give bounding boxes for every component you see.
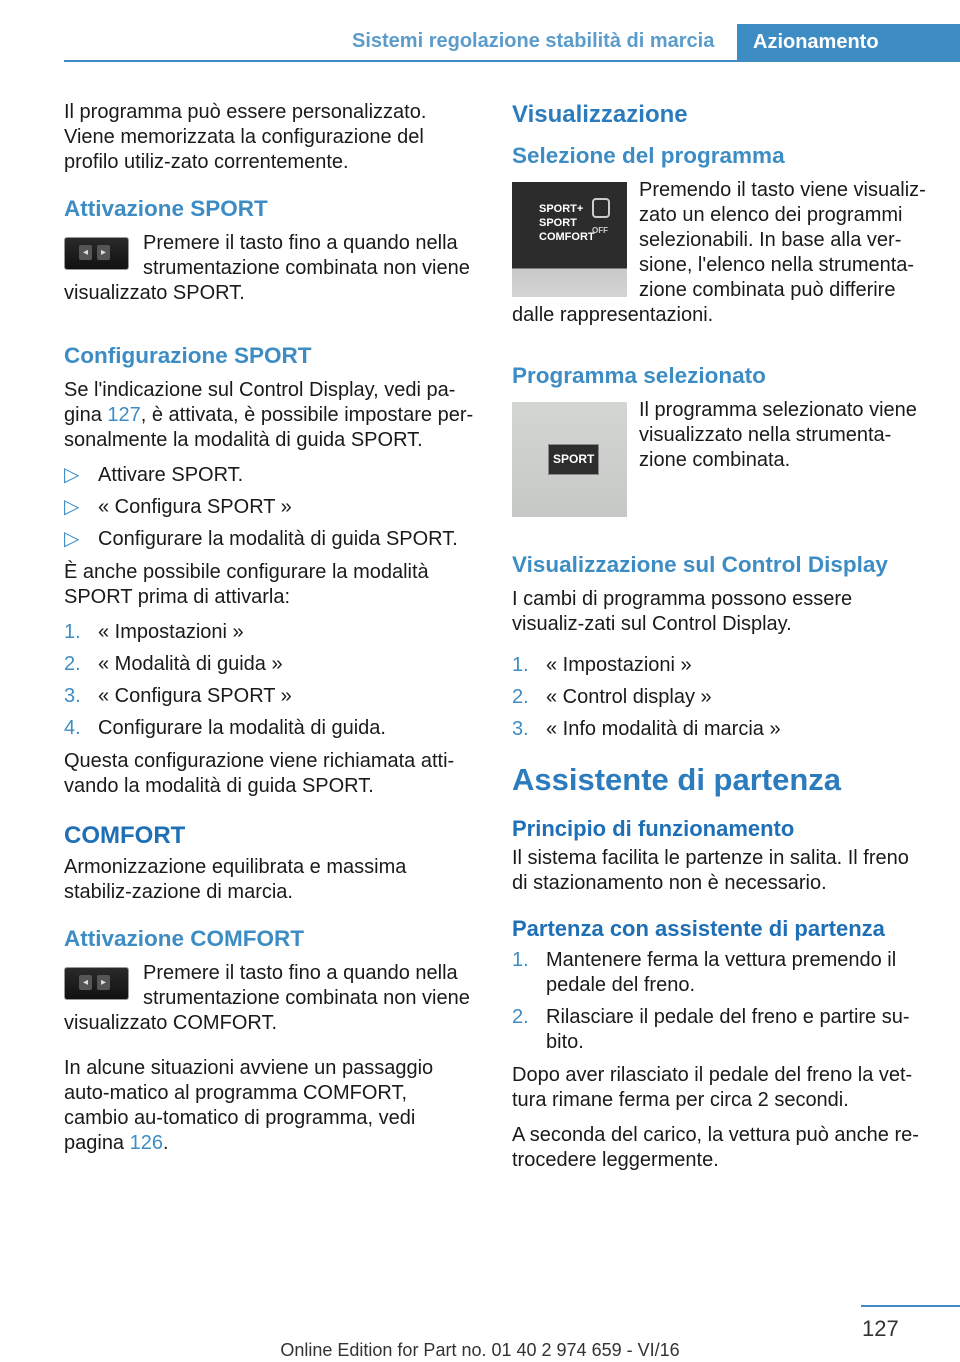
list-item	[64, 716, 477, 741]
arrow-marker-icon: ▷	[64, 496, 80, 518]
rollback-text: A seconda del carico, la vettura può anche re-trocedere leggermente.	[512, 1124, 919, 1171]
recall-text: Questa configurazione viene richiamata atti-vando la modalità di guida SPORT.	[64, 750, 455, 797]
list-item-text: Rilasciare il pedale del freno e partire su-bito.	[546, 1006, 910, 1053]
list-item-text: Attivare SPORT.	[98, 464, 244, 486]
program-option: SPORT+	[539, 203, 584, 215]
arrow-list	[64, 463, 477, 552]
intro-paragraph: Il programma può essere personalizzato. Viene memorizzata la configurazione del profilo utiliz-zato correntemente.	[64, 101, 427, 173]
heading-display: Visualizzazione	[512, 101, 688, 128]
list-item-text: « Modalità di guida »	[98, 653, 283, 675]
list-number: 1.	[512, 949, 529, 971]
list-number: 2.	[512, 1006, 529, 1028]
drive-mode-button-image	[64, 967, 129, 1000]
list-number: 4.	[64, 717, 81, 739]
list-item	[512, 685, 927, 710]
list-item	[64, 652, 477, 677]
list-item	[64, 684, 477, 709]
auto-switch-text	[64, 1056, 477, 1156]
list-number: 3.	[64, 685, 81, 707]
page-number-rule	[861, 1305, 960, 1307]
heading-program-select: Selezione del programma	[512, 143, 785, 168]
principle-text: Il sistema facilita le partenze in salita. Il freno di stazionamento non è necessario.	[512, 847, 909, 894]
heading-sport-config: Configurazione SPORT	[64, 343, 312, 368]
selected-program-text: Il programma selezionato viene visualizzato nella strumenta-zione combinata.	[639, 399, 917, 471]
after-release-text: Dopo aver rilasciato il pedale del freno la vet-tura rimane ferma per circa 2 secondi.	[512, 1064, 913, 1111]
heading-selected-program: Programma selezionato	[512, 363, 766, 388]
drive-mode-button-image	[64, 237, 129, 270]
list-number: 3.	[512, 718, 529, 740]
arrow-marker-icon: ▷	[64, 528, 80, 550]
button-down-icon: ◂	[79, 975, 92, 990]
heading-comfort-activation: Attivazione COMFORT	[64, 926, 304, 951]
program-list-display-image	[512, 182, 627, 297]
selected-program-block	[512, 398, 927, 551]
selected-program-display-image	[512, 402, 627, 517]
program-option: SPORT	[539, 217, 577, 229]
button-up-icon: ▸	[97, 245, 110, 260]
edition-footer: Online Edition for Part no. 01 40 2 974 659 - VI/16	[280, 1340, 680, 1360]
control-display-list	[512, 653, 927, 742]
sport-config-post: , è attivata, è possibile impostare per-sonalmente la modalità di guida SPORT.	[64, 404, 474, 451]
sport-config-pre: Se l'indicazione sul Control Display, vedi pa-gina	[64, 379, 456, 426]
header-section-title: Sistemi regolazione stabilità di marcia	[352, 30, 715, 52]
numbered-list	[64, 620, 477, 741]
heading-sport-activation: Attivazione SPORT	[64, 196, 268, 221]
dsc-off-icon	[592, 198, 610, 218]
heading-control-display: Visualizzazione sul Control Display	[512, 552, 888, 577]
list-number: 1.	[512, 654, 529, 676]
right-column	[512, 100, 927, 1183]
list-item-text: « Info modalità di marcia »	[546, 718, 781, 740]
heading-start-with-assistant: Partenza con assistente di partenza	[512, 916, 885, 941]
button-down-icon: ◂	[79, 245, 92, 260]
list-item	[512, 653, 927, 678]
page-link-127[interactable]: 127	[107, 404, 141, 426]
heading-hill-start-assistant: Assistente di partenza	[512, 762, 842, 797]
before-activation-text: È anche possibile configurare la modalità SPORT prima di attivarla:	[64, 561, 429, 608]
list-item	[512, 1005, 927, 1055]
page-link-126[interactable]: 126	[129, 1132, 163, 1154]
header-rule	[64, 60, 960, 62]
list-item-text: « Impostazioni »	[546, 654, 692, 676]
sport-activation-block	[64, 231, 477, 316]
list-item-text: « Control display »	[546, 686, 712, 708]
header-chapter-tab	[737, 24, 960, 62]
list-item	[512, 948, 927, 998]
left-column	[64, 100, 477, 1166]
program-select-text: Premendo il tasto viene visualiz-zato un elenco dei programmi selezionabili. In base alla ver-sione, l'elenco nella strumenta-zione combinata può differire dalle rappresentazioni.	[512, 179, 926, 326]
list-item-text: « Configura SPORT »	[98, 496, 292, 518]
header-tab-label: Azionamento	[753, 31, 879, 53]
comfort-activation-text: Premere il tasto fino a quando nella strumentazione combinata non viene visualizzato COMFORT.	[64, 962, 470, 1034]
program-option: COMFORT	[539, 231, 595, 243]
button-up-icon: ▸	[97, 975, 110, 990]
heading-comfort: COMFORT	[64, 822, 186, 849]
off-label: OFF	[592, 226, 608, 235]
list-number: 2.	[512, 686, 529, 708]
start-steps-list	[512, 948, 927, 1055]
program-list-text	[539, 202, 595, 244]
list-item	[64, 620, 477, 645]
list-number: 2.	[64, 653, 81, 675]
heading-principle: Principio di funzionamento	[512, 816, 795, 841]
page-number: 127	[862, 1316, 899, 1341]
list-item	[64, 527, 477, 552]
program-select-block	[512, 178, 927, 338]
control-display-text: I cambi di programma possono essere visualiz-zati sul Control Display.	[512, 588, 853, 635]
list-item-text: « Configura SPORT »	[98, 685, 292, 707]
list-item-text: Mantenere ferma la vettura premendo il pedale del freno.	[546, 949, 897, 996]
list-item	[64, 495, 477, 520]
sport-indicator-label: SPORT	[548, 444, 599, 475]
list-item	[64, 463, 477, 488]
sport-activation-text: Premere il tasto fino a quando nella strumentazione combinata non viene visualizzato SPORT.	[64, 232, 470, 304]
auto-switch-post: .	[163, 1132, 169, 1154]
comfort-text: Armonizzazione equilibrata e massima stabiliz-zazione di marcia.	[64, 856, 407, 903]
list-number: 1.	[64, 621, 81, 643]
auto-switch-pre: In alcune situazioni avviene un passaggio auto-matico al programma COMFORT, cambio au-tomatico di programma, vedi pagina	[64, 1057, 434, 1154]
list-item-text: Configurare la modalità di guida.	[98, 717, 386, 739]
list-item-text: « Impostazioni »	[98, 621, 244, 643]
sport-config-text	[64, 378, 477, 453]
list-item	[512, 717, 927, 742]
arrow-marker-icon: ▷	[64, 464, 80, 486]
comfort-activation-block	[64, 961, 477, 1046]
list-item-text: Configurare la modalità di guida SPORT.	[98, 528, 458, 550]
